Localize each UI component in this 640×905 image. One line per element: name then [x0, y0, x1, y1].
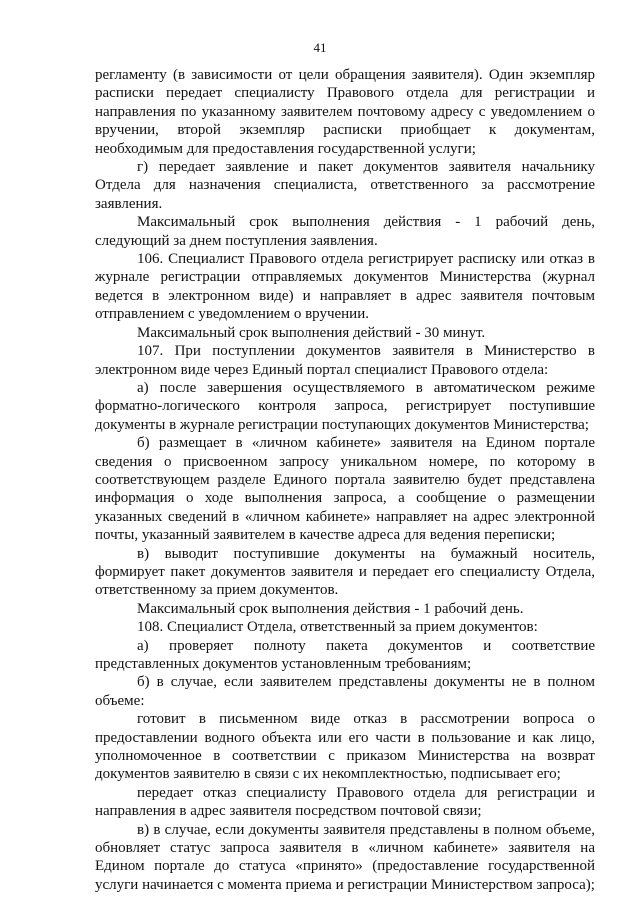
- paragraph-12: а) проверяет полноту пакета документов и соответствие представленных документов установленным требованиям;: [95, 637, 595, 672]
- paragraph-2: г) передает заявление и пакет документов заявителя начальнику Отдела для назначения специалиста, ответственного за рассмотрение заявления.: [95, 159, 595, 212]
- paragraph-15: передает отказ специалисту Правового отдела для регистрации и направления в адрес заявителя посредством почтовой связи;: [95, 784, 595, 820]
- page-number: 41: [313, 40, 327, 55]
- paragraph-13: б) в случае, если заявителем представлены документы не в полном объеме:: [95, 674, 595, 709]
- paragraph-4: 106. Специалист Правового отдела регистрирует расписку или отказ в журнале регистрации отправляемых документов Министерства (журнал ведется в электронном виде) и направляет в адрес заявителя почтовым отправлением с уведомлением о вручении.: [95, 251, 595, 323]
- paragraph-10: Максимальный срок выполнения действия - 1 рабочий день.: [137, 600, 524, 617]
- paragraph-14: готовит в письменном виде отказ в рассмотрении вопроса о предоставлении водного объекта или его части в пользование и как лицо, уполномоченное в соответствии с приказом Министерства на возврат документов заявителю в связи с их некомплектностью, подписывает его;: [95, 711, 595, 783]
- paragraph-11: 108. Специалист Отдела, ответственный за прием документов:: [137, 619, 538, 636]
- paragraph-7: а) после завершения осуществляемого в автоматическом режиме форматно-логического контроля запроса, регистрирует поступившие документы в журнале регистрации поступающих документов Министерства;: [95, 379, 595, 433]
- paragraph-8: б) размещает в «личном кабинете» заявителя на Едином портале сведения о присвоенном запросу уникальном номере, по которому в соответствующем разделе Единого портала заявителю будет представлена информация о ходе выполнения запроса, а сообщение о размещении указанных сведений в «личном кабинете» направляет на адрес электронной почты, указанный заявителем в качестве адреса для ведения переписки;: [95, 435, 595, 544]
- paragraph-3: Максимальный срок выполнения действия - 1 рабочий день, следующий за днем поступления заявления.: [95, 214, 595, 249]
- paragraph-6: 107. При поступлении документов заявителя в Министерство в электронном виде через Единый портал специалист Правового отдела:: [95, 343, 595, 378]
- paragraph-1: регламенту (в зависимости от цели обращения заявителя). Один экземпляр расписки передает специалисту Правового отдела для регистрации и направления по указанному заявителем почтовому адресу с уведомлением о вручении, второй экземпляр расписки приобщает к документам, необходимым для предоставления государственной услуги;: [95, 67, 595, 157]
- document-body: [95, 66, 595, 894]
- paragraph-16: в) в случае, если документы заявителя представлены в полном объеме, обновляет статус запроса заявителя в «личном кабинете» заявителя на Едином портале до статуса «принято» (предоставление государственной услуги начинается с момента приема и регистрации Министерством запроса);: [95, 821, 595, 893]
- paragraph-9: в) выводит поступившие документы на бумажный носитель, формирует пакет документов заявителя и передает его специалисту Отдела, ответственному за прием документов.: [95, 545, 595, 599]
- paragraph-5: Максимальный срок выполнения действий - 30 минут.: [137, 324, 486, 341]
